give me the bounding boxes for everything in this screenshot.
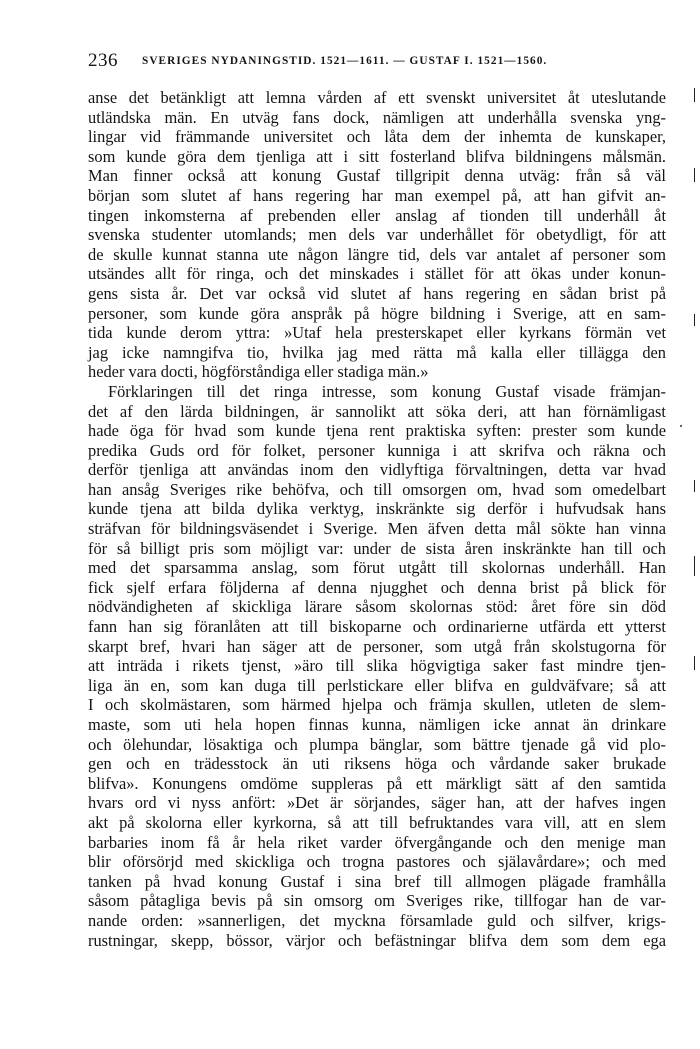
text-line: predika Guds ord för folket, personer kunniga i att skrifva och räkna och — [88, 440, 666, 460]
margin-edge-mark — [694, 556, 695, 576]
text-line: heder vara docti, högförståndiga eller stadiga män.» — [88, 362, 429, 382]
text-line: hvars ord vi nyss anfört: »Det är sörjandes, säger han, att der hafves ingen — [88, 793, 666, 813]
text-line: anse det betänkligt att lemna vården af ett svenskt universitet åt uteslutande — [88, 88, 666, 107]
text-line: blir oförsörjd med skickliga och trogna pastores och själavårdare»; och med — [88, 852, 666, 872]
margin-speck — [680, 425, 682, 427]
text-line: gens sista år. Det var också vid slutet af hans regering en sådan brist på — [88, 283, 666, 303]
text-line: personer, som kunde göra anspråk på högre bildning i Sverige, att en sam- — [88, 303, 666, 323]
text-line: Förklaringen till det ringa intresse, som konung Gustaf visade främjan- — [108, 381, 666, 401]
text-line: och ölehundar, lösaktiga och plumpa bänglar, som bättre tjenade gå vid plo- — [88, 734, 666, 754]
text-line: tida kunde derom yttra: »Utaf hela presterskapet eller kyrkans förmän vet — [88, 323, 666, 343]
text-line: fick sjelf erfara följderna af denna njugghet och denna brist på blick för — [88, 577, 666, 597]
margin-edge-mark — [694, 656, 695, 670]
text-line: blifva». Konungens omdöme suppleras på ett märkligt sätt af den samtida — [88, 773, 666, 793]
margin-edge-mark — [694, 314, 695, 326]
text-line: lingar vid främmande universitet och låta dem der inhemta de kunskaper, — [88, 127, 666, 147]
text-line: derför tjenliga att användas inom den vidlyftiga förvaltningen, detta var hvad — [88, 460, 666, 480]
text-line: det af den lärda bildningen, är sannolikt att söka deri, att han förnämligast — [88, 401, 666, 421]
text-line: utsändes allt för ringa, och det minskades i stället för att ökas under konun- — [88, 264, 666, 284]
text-line: han ansåg Sveriges rike behöfva, och till omsorgen om, hvad som omedelbart — [88, 479, 666, 499]
text-line: tingen inkomsterna af prebenden eller anslag af tionden till underhåll åt — [88, 205, 666, 225]
text-line: I och skolmästaren, som härmed hjelpa och främja skullen, utleten de slem- — [88, 695, 666, 715]
text-line: utländska män. En utväg fans dock, nämligen att underhålla svenska yng- — [88, 107, 666, 127]
text-line: svenska studenter utomlands; men dels var underhållet för obetydligt, för att — [88, 225, 666, 245]
text-line: för så billigt pris som möjligt var: under de sista åren inskränkte han till och — [88, 538, 666, 558]
text-line: kunde tjena att bilda dylika verktyg, inskränkte sig derför i hufvudsak hans — [88, 499, 666, 519]
text-line: med det sparsamma anslag, som förut utgått till skolornas underhåll. Han — [88, 558, 666, 578]
text-line: att inträda i rikets tjenst, »äro till slika högvigtiga saker fast mindre tjen- — [88, 656, 666, 676]
text-line: såsom påtagliga bevis på sin omsorg om Sveriges rike, tillfogar han de var- — [88, 891, 666, 911]
running-title: SVERIGES NYDANINGSTID. 1521—1611. — GUSTAF I. 1521—1560. — [142, 55, 548, 67]
text-line: akt på skolorna eller kyrkorna, så att till befruktandes vara vill, att en slem — [88, 812, 666, 832]
text-line: nande orden: »sannerligen, det myckna församlade guld och silfver, krigs- — [88, 910, 666, 930]
text-line: sträfvan för bildningsväsendet i Sverige. Men äfven detta mål sökte han vinna — [88, 519, 666, 539]
margin-edge-mark — [694, 168, 695, 182]
body-text — [88, 88, 666, 950]
text-line: skarpt bref, hvari han säger att de personer, som utgå från skolstugorna för — [88, 636, 666, 656]
text-line: rustningar, skepp, bössor, värjor och befästningar blifva dem som dem ega — [88, 930, 666, 950]
text-line: tanken på hvad konung Gustaf i sina bref till allmogen plägade framhålla — [88, 871, 666, 891]
running-head — [88, 50, 648, 76]
margin-edge-mark — [694, 88, 695, 102]
text-line: hade öga för hvad som kunde tjena rent praktiska syften: prester som kunde — [88, 421, 666, 441]
text-line: jag icke namngifva tio, hvilka jag med rätta må kalla eller tillägga den — [88, 342, 666, 362]
text-line: som kunde göra dem tjenliga att i sitt fosterland blifva bildningens målsmän. — [88, 146, 666, 166]
text-line: början som slutet af hans regering har man exempel på, att han gifvit an- — [88, 185, 666, 205]
text-line: gen och en trädesstock än uti riksens höga och vårdande saker brukade — [88, 754, 666, 774]
text-line: nödvändigheten af skickliga lärare såsom skolornas stöd: året före sin död — [88, 597, 666, 617]
text-line: maste, som uti hela hopen finnas kunna, nämligen icke annat än drinkare — [88, 715, 666, 734]
text-line: fann han sig föranlåten att till biskoparne och ordinarierne utfärda ett ytterst — [88, 617, 666, 637]
text-line: Man finner också att konung Gustaf tillgripit denna utväg: från så väl — [88, 166, 666, 186]
text-line: barbaries inom få år hela riket varder öfvergångande och den menige man — [88, 832, 666, 852]
margin-edge-mark — [694, 480, 695, 492]
text-line: de skulle kunnat stanna ute någon längre tid, dels var antalet af personer som — [88, 244, 666, 264]
text-line: liga än en, som kan duga till perlstickare eller blifva en guldväfvare; så att — [88, 675, 666, 695]
page-number: 236 — [88, 50, 118, 71]
